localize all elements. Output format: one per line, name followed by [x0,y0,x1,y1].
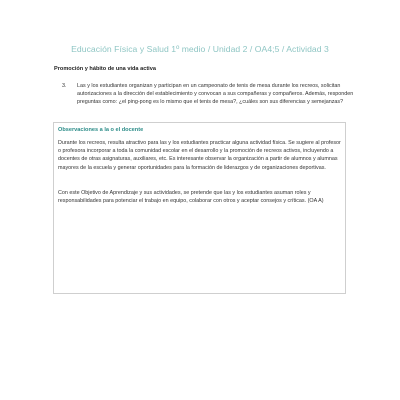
observations-paragraph-1: Durante los recreos, resulta atractivo para las y los estudiantes practicar alguna actividad física. Se sugiere al profesor o profesora incorporar a toda la comunidad escolar en el desarrollo y la promoción de recreos activos, incluyendo a docentes de otras asignaturas, auxiliares, etc. Es interesante observar la organización a partir de alumnos y alumnas mayores de la escuela y generar oportunidades para la formación de liderazgos y de organizaciones deportivas. [58,140,341,171]
observations-paragraph-2: Con este Objetivo de Aprendizaje y sus actividades, se pretende que las y los estudiantes asuman roles y responsabilidades para potenciar el trabajo en equipo, colaborar con otros y aceptar consejos y críticas. (OA A) [58,190,324,205]
activity-description: Las y los estudiantes organizan y participan en un campeonato de tenis de mesa durante los recreos, solicitan autorizaciones a la dirección del establecimiento y convocan a sus compañeras y compañeros. Además, responden preguntas como: ¿el ping-pong es lo mismo que el tenis de mesa?, ¿cuáles son sus diferencias y semejanzas? [77,83,354,106]
section-title: Promoción y hábito de una vida activa [54,66,156,72]
observations-title: Observaciones a la o el docente [58,127,144,133]
activity-number: 3. [62,83,67,89]
page-header-title: Educación Física y Salud 1º medio / Unidad 2 / OA4;5 / Actividad 3 [71,44,329,54]
teacher-observations-box [53,122,346,294]
activity-item [62,82,354,107]
